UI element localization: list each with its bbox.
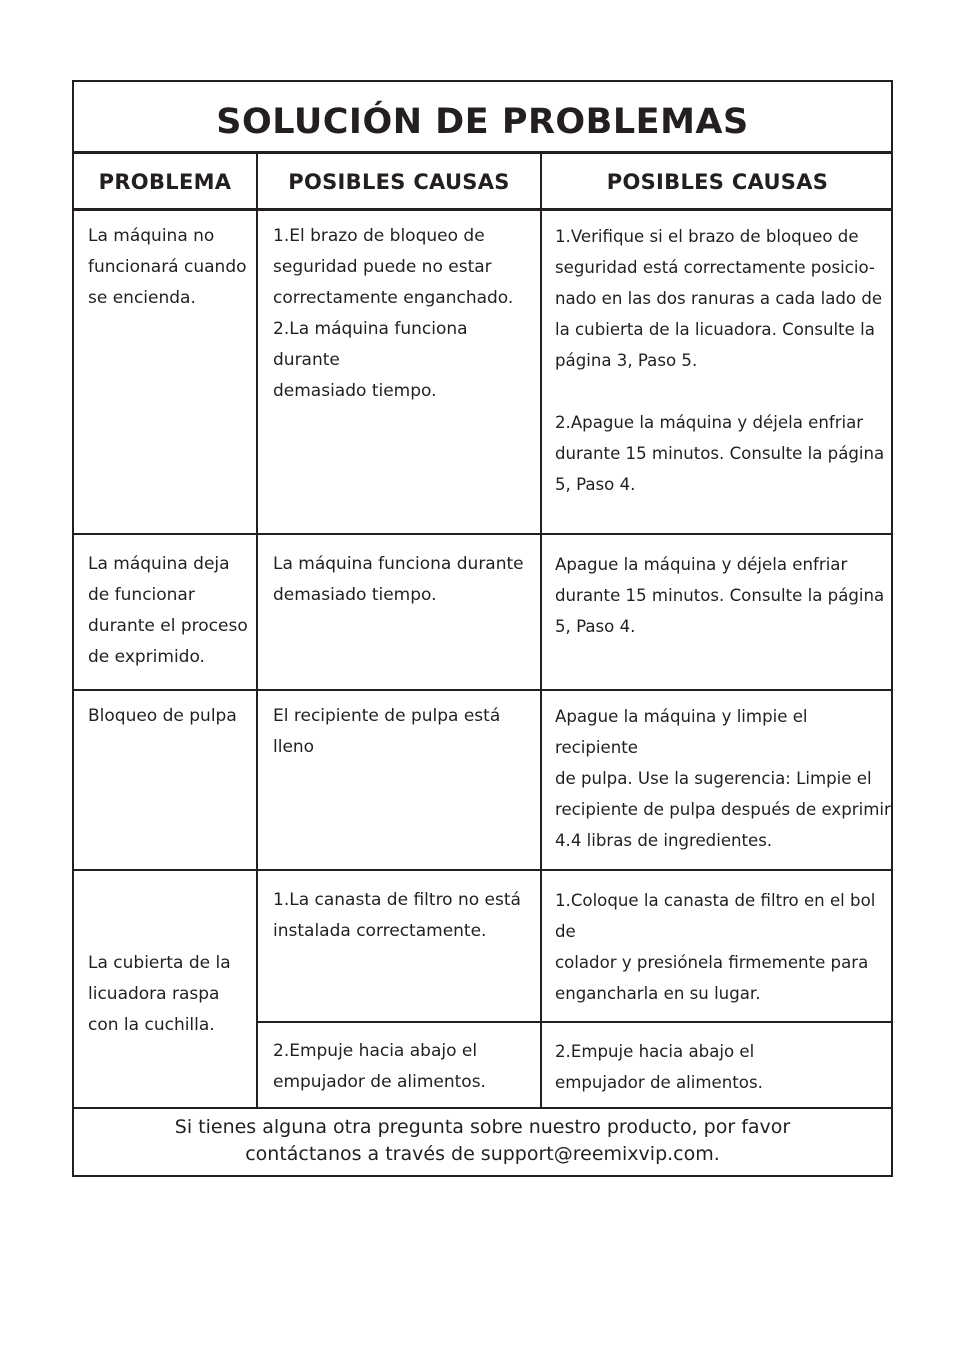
troubleshooting-table <box>72 80 893 1177</box>
row-2-problem: La máquina deja de funcionar durante el proceso de exprimido. <box>88 554 248 667</box>
column-header-problem: PROBLEMA <box>98 170 232 194</box>
column-header-solutions: POSIBLES CAUSAS <box>606 170 829 194</box>
row-3-problem: Bloqueo de pulpa <box>88 706 237 726</box>
row-1-problem: La máquina no funcionará cuando se encienda. <box>88 226 247 308</box>
page-title: SOLUCIÓN DE PROBLEMAS <box>216 102 749 142</box>
footer-divider <box>74 1107 891 1109</box>
title-divider <box>74 151 891 154</box>
support-contact-text: Si tienes alguna otra pregunta sobre nuestro producto, por favor contáctanos a través de support@reemixvip.com. <box>174 1116 791 1165</box>
row-4-causes-1: 1.La canasta de filtro no está instalada correctamente. <box>273 890 521 941</box>
row-4-solutions-1: 1.Coloque la canasta de filtro en el bol de colador y presiónela firmemente para engancharla en su lugar. <box>555 891 876 1003</box>
column-header-causes: POSIBLES CAUSAS <box>288 170 510 194</box>
row-divider-3 <box>74 869 891 871</box>
row-2-solutions: Apague la máquina y déjela enfriar durante 15 minutos. Consulte la página 5, Paso 4. <box>555 555 885 636</box>
row-divider-1 <box>74 533 891 535</box>
row-1-causes: 1.El brazo de bloqueo de seguridad puede no estar correctamente enganchado. 2.La máquina funciona durante demasiado tiempo. <box>273 226 514 401</box>
column-divider-2 <box>540 152 542 1108</box>
row-3-solutions: Apague la máquina y limpie el recipiente de pulpa. Use la sugerencia: Limpie el recipiente de pulpa después de exprimir 4.4 libras de ingredientes. <box>555 707 891 850</box>
row-4-causes-2: 2.Empuje hacia abajo el empujador de alimentos. <box>273 1041 486 1092</box>
row-3-causes: El recipiente de pulpa está lleno <box>273 706 501 757</box>
support-contact-note <box>74 1114 891 1168</box>
row-2-causes: La máquina funciona durante demasiado tiempo. <box>273 554 524 605</box>
row-4-problem: La cubierta de la licuadora raspa con la cuchilla. <box>88 953 231 1035</box>
subrow-divider <box>257 1021 893 1023</box>
header-divider <box>74 208 891 211</box>
row-4-solutions-2: 2.Empuje hacia abajo el empujador de alimentos. <box>555 1042 763 1092</box>
row-1-solutions: 1.Verifique si el brazo de bloqueo de seguridad está correctamente posicio- nado en las dos ranuras a cada lado de la cubierta de la licuadora. Consulte la página 3, Paso 5. 2.Apague la máquina y déjela enfriar durante 15 minutos. Consulte la página 5, Paso 4. <box>555 227 885 494</box>
row-divider-2 <box>74 689 891 691</box>
column-divider-1 <box>256 152 258 1108</box>
